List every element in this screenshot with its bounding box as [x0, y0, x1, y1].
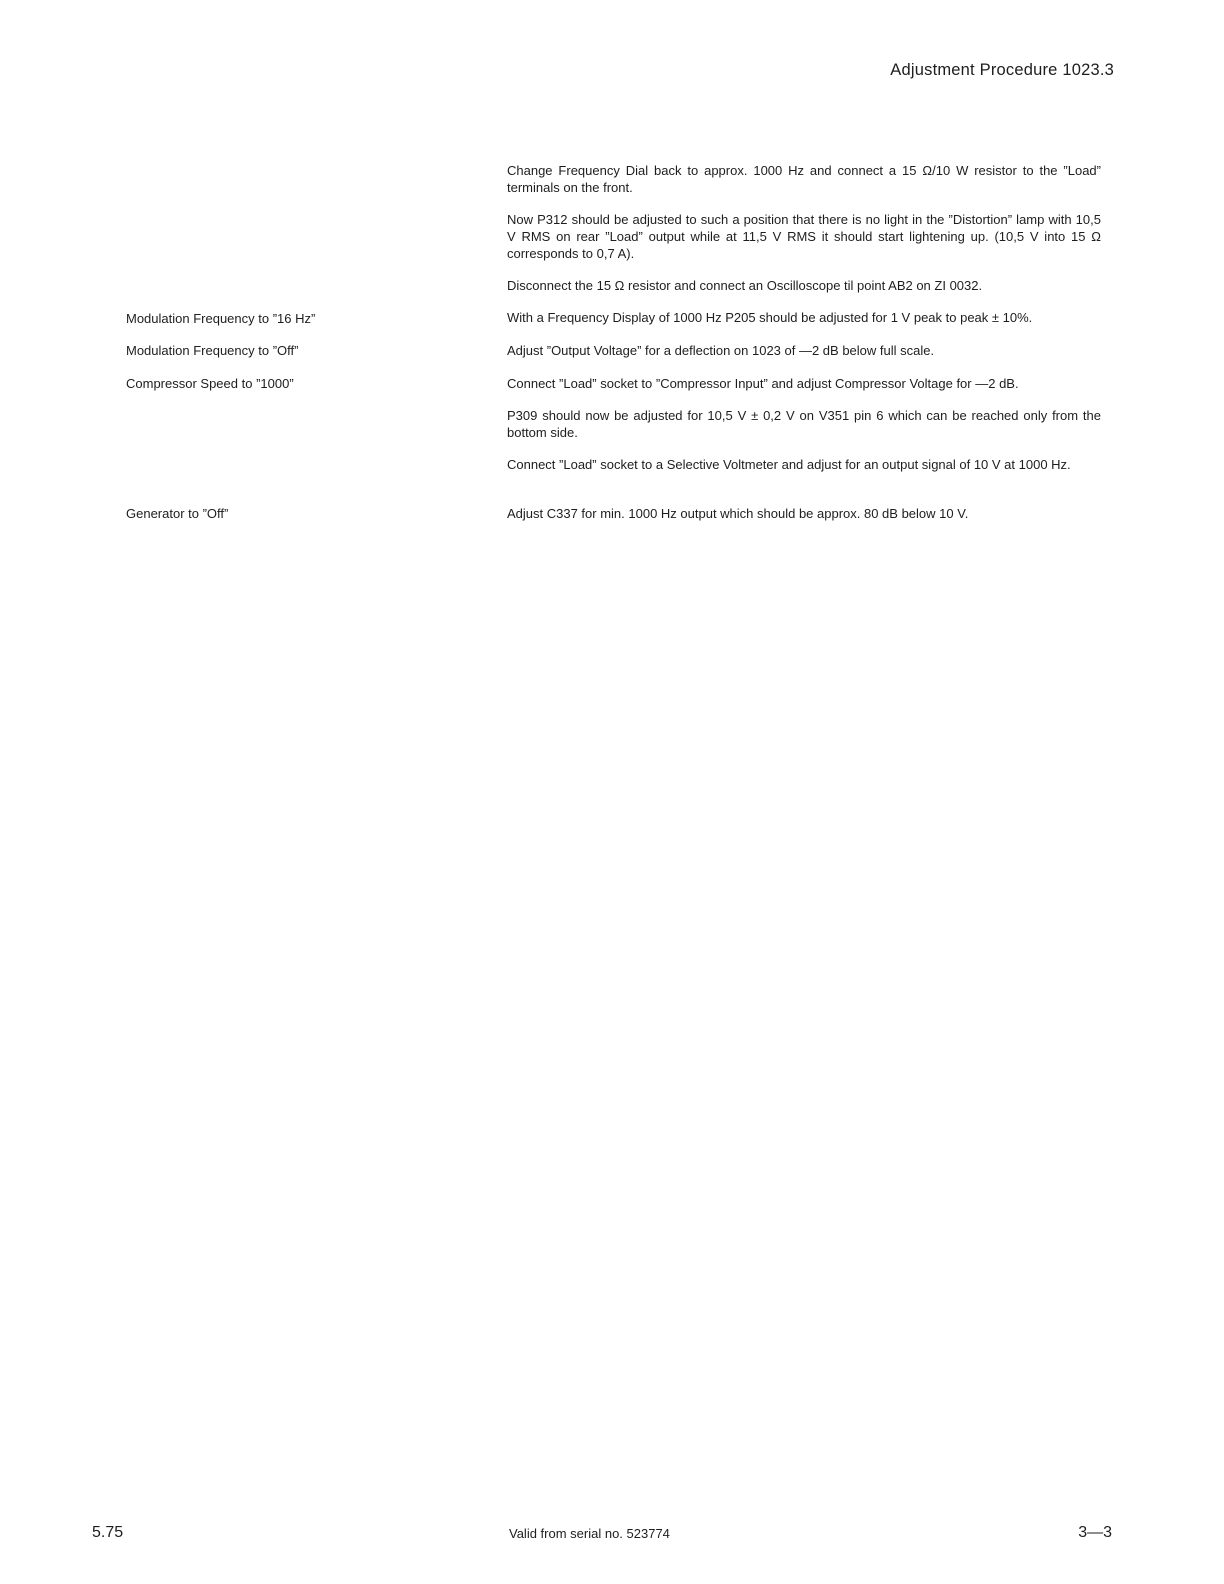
setting-compressor-speed: Compressor Speed to ”1000” [126, 376, 294, 391]
instruction-adjust-p312: Now P312 should be adjusted to such a position that there is no light in the ”Distortion” lamp with 10,5 V RMS on rear ”Load” output while at 11,5 V RMS it should start lightening up. (10,5 V into 15 Ω corresponds to 0,7 A). [507, 212, 1101, 261]
page-number: 3—3 [1078, 1524, 1112, 1541]
instruction-adjust-p309: P309 should now be adjusted for 10,5 V ± 0,2 V on V351 pin 6 which can be reached only from the bottom side. [507, 408, 1101, 440]
page-title: Adjustment Procedure 1023.3 [890, 61, 1114, 79]
instruction-adjust-p205: With a Frequency Display of 1000 Hz P205 should be adjusted for 1 V peak to peak ± 10%. [507, 310, 1033, 325]
instruction-connect-voltmeter: Connect ”Load” socket to a Selective Voltmeter and adjust for an output signal of 10 V at 1000 Hz. [507, 457, 1071, 472]
footer-date: 5.75 [92, 1524, 124, 1541]
instruction-connect-compressor: Connect ”Load” socket to ”Compressor Input” and adjust Compressor Voltage for —2 dB. [507, 376, 1019, 391]
instruction-adjust-c337: Adjust C337 for min. 1000 Hz output which should be approx. 80 dB below 10 V. [507, 506, 969, 521]
instruction-adjust-output-voltage: Adjust ”Output Voltage” for a deflection on 1023 of —2 dB below full scale. [507, 343, 935, 358]
setting-modulation-off: Modulation Frequency to ”Off” [126, 343, 299, 358]
footer-validity: Valid from serial no. 523774 [509, 1526, 670, 1541]
setting-modulation-16hz: Modulation Frequency to ”16 Hz” [126, 311, 316, 326]
setting-generator-off: Generator to ”Off” [126, 506, 229, 521]
instruction-disconnect-resistor: Disconnect the 15 Ω resistor and connect an Oscilloscope til point AB2 on ZI 0032. [507, 278, 983, 293]
instruction-change-frequency: Change Frequency Dial back to approx. 1000 Hz and connect a 15 Ω/10 W resistor to the ”Load” terminals on the front. [507, 163, 1101, 195]
